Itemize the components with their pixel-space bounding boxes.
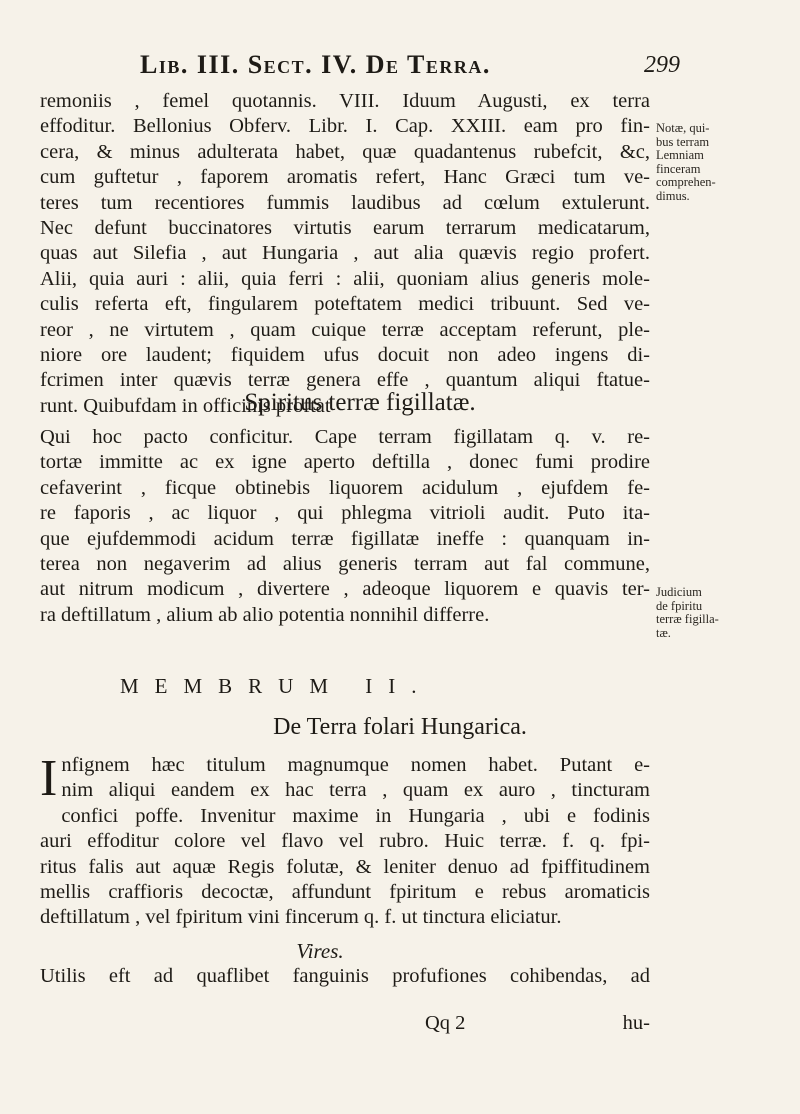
text-line: que ejufdemmodi acidum terræ figillatæ ineffe : quanquam in- <box>40 527 650 550</box>
text-line: quas aut Silefia , aut Hungaria , aut alia quævis regio profert. <box>40 242 650 265</box>
catchword: hu- <box>622 1012 650 1034</box>
text-line: niore ore laudent; fiquidem ufus docuit non adeo ingens di- <box>40 343 650 366</box>
chapter-subtitle: De Terra folari Hungarica. <box>273 714 527 740</box>
margin-note-line: bus terram <box>656 134 710 149</box>
text-line: mellis craffioris decoctæ, affundunt fpiritum e rebus aromaticis <box>40 880 650 903</box>
running-head <box>140 50 680 86</box>
text-line: deftillatum , vel fpiritum vini fincerum q. f. ut tinctura eliciatur. <box>40 906 562 929</box>
text-line: re faporis , ac liquor , qui phlegma vitrioli audit. Puto ita- <box>40 502 650 525</box>
text-line: runt. Quibufdam in officinis proftat <box>40 394 331 417</box>
text-line: terea non negaverim ad alius generis terram aut fal commune, <box>40 552 650 575</box>
text-line: cera, & minus adulterata habet, quæ quadantenus rubefcit, &c, <box>40 140 650 163</box>
text-line: fcrimen inter quævis terræ genera effe , quantum aliqui ftatue- <box>40 369 650 392</box>
membrum-heading: MEMBRUM II. <box>120 674 433 698</box>
text-line: Qui hoc pacto conficitur. Cape terram figillatam q. v. re- <box>40 426 650 448</box>
margin-note-line: terræ figilla- <box>656 612 719 626</box>
margin-note-line: comprehen- <box>656 175 716 189</box>
margin-note-lemnia <box>656 122 796 203</box>
text-line: Utilis eft ad quaflibet fanguinis profufiones cohibendas, ad <box>40 965 650 987</box>
catchword-line <box>40 1012 650 1038</box>
text-line: Alii, quia auri : alii, quia ferri : alii, quoniam alius generis mole- <box>40 267 650 290</box>
text-line: cefaverint , ficque obtinebis liquorem acidulum , ejufdem fe- <box>40 476 650 499</box>
text-line: reor , ne virtutem , quam cuique terræ acceptam referunt, ple- <box>40 318 650 341</box>
text-line: teres tum recentiores fummis laudibus ad cœlum extulerunt. <box>40 191 650 214</box>
margin-note-line: Notæ, qui- <box>656 121 710 135</box>
text-line: cum guftetur , faporem aromatis refert, Hanc Græci tum ve- <box>40 166 650 189</box>
running-head-title: Lib. III. Sect. IV. De Terra. <box>140 50 491 79</box>
page-number: 299 <box>644 52 680 78</box>
margin-note-line: tæ. <box>656 625 671 640</box>
text-line: confici poffe. Invenitur maxime in Hungaria , ubi e fodinis <box>61 804 650 827</box>
text-line: Nec defunt buccinatores virtutis earum terrarum medicatarum, <box>40 216 650 239</box>
text-line: nim aliqui eandem ex hac terra , quam ex auro , tincturam <box>61 779 650 802</box>
signature-mark: Qq 2 <box>425 1012 466 1034</box>
text-line: remoniis , femel quotannis. VIII. Iduum Augusti, ex terra <box>40 90 650 112</box>
margin-note-line: Judicium <box>656 585 702 599</box>
text-line: tortæ immitte ac ex igne aperto deftilla , donec fumi prodire <box>40 451 650 474</box>
paragraph-spiritus <box>40 425 650 628</box>
paragraph-terra-lemnia <box>40 89 650 419</box>
text-line: ra deftillatum , alium ab alio potentia nonnihil differre. <box>40 603 490 626</box>
text-line: nfignem hæc titulum magnumque nomen habet. Putant e- <box>61 754 650 776</box>
margin-note-line: finceram <box>656 161 701 176</box>
paragraph-terra-solaris <box>40 750 650 931</box>
margin-note-line: de fpiritu <box>656 598 703 613</box>
vires-heading: Vires. <box>296 939 344 963</box>
text-line: aut nitrum modicum , divertere , adeoque liquorem e quavis ter- <box>40 578 650 601</box>
drop-cap: I <box>40 750 58 807</box>
text-line: auri effoditur colore vel flavo vel rubro. Huic terræ. f. q. fpi- <box>40 830 650 853</box>
margin-note-line: Lemniam <box>656 148 704 162</box>
text-line: ritus falis aut aquæ Regis folutæ, & leniter denuo ad fpiffitudinem <box>40 855 650 878</box>
margin-note-judicium <box>656 586 796 640</box>
text-line: culis referta eft, fingularem poteftatem medici tribuunt. Sed ve- <box>40 293 650 316</box>
section-heading: Spiritus terræ figillatæ. <box>244 389 476 416</box>
margin-note-line: dimus. <box>656 188 690 203</box>
paragraph-vires <box>40 964 650 989</box>
text-line: effoditur. Bellonius Obferv. Libr. I. Cap. XXIII. eam pro fin- <box>40 115 650 138</box>
